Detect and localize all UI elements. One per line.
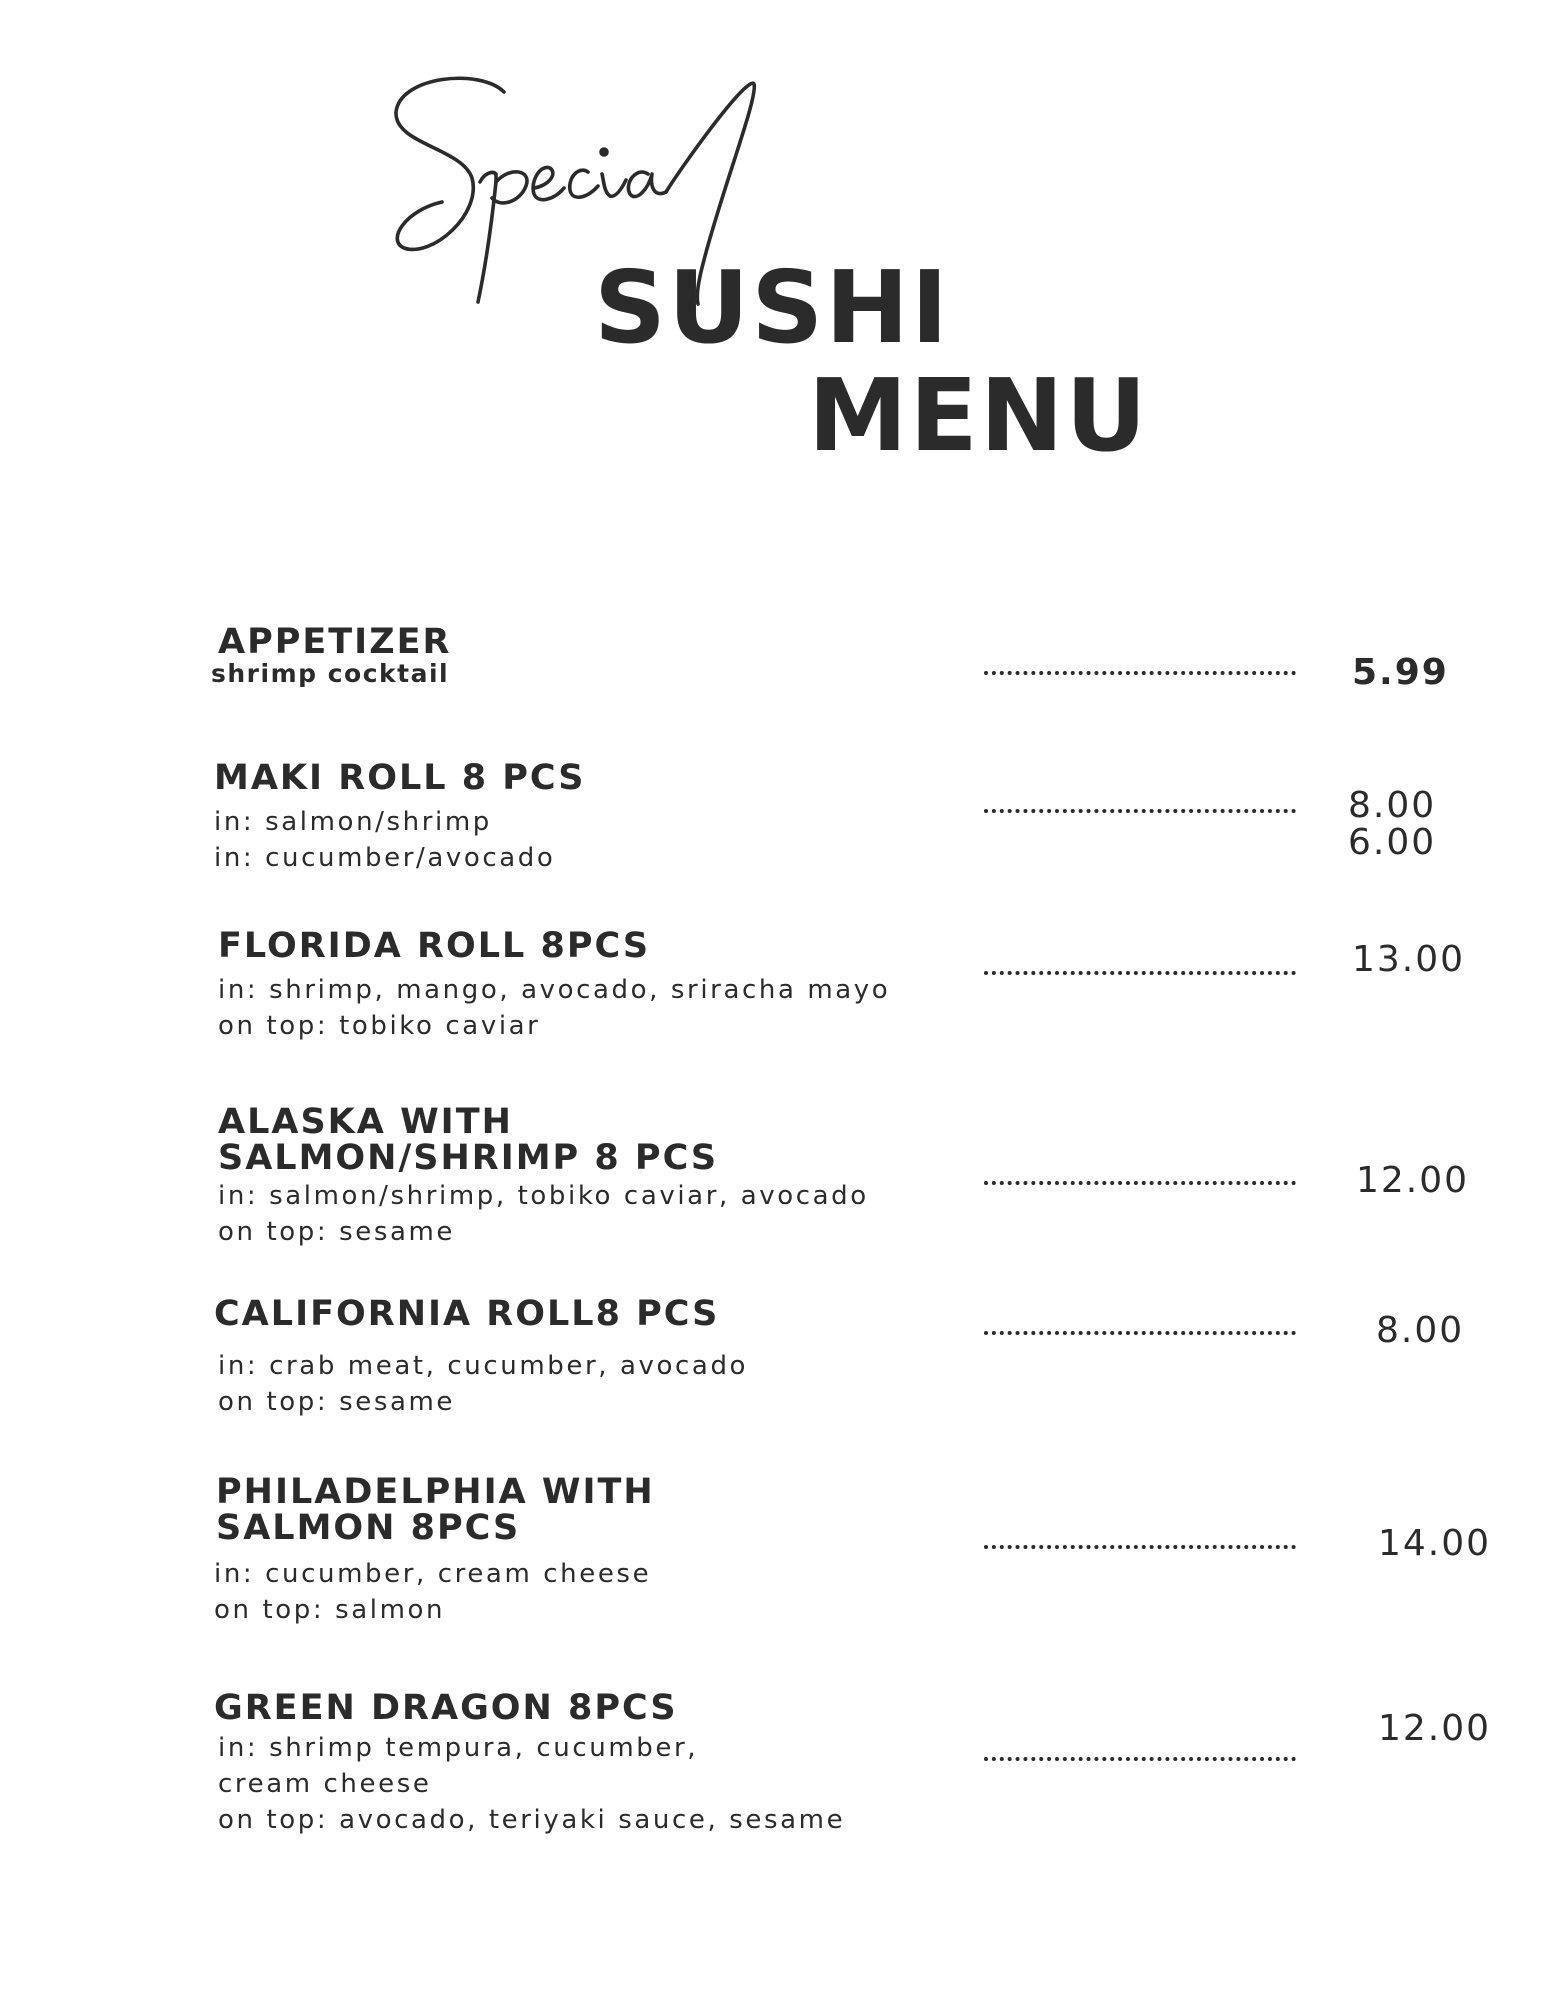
item-name: SALMON/SHRIMP 8 PCS [218, 1138, 719, 1178]
item-price: 12.00 [1356, 1160, 1470, 1201]
item-description: in: cucumber/avocado [214, 843, 556, 873]
item-description: cream cheese [218, 1769, 432, 1799]
item-description: on top: tobiko caviar [218, 1011, 541, 1041]
item-description: in: crab meat, cucumber, avocado [218, 1351, 749, 1381]
item-price: 8.00 [1376, 1310, 1465, 1351]
item-price: 14.00 [1378, 1523, 1492, 1564]
item-name: FLORIDA ROLL 8PCS [218, 926, 651, 966]
item-description: in: shrimp, mango, avocado, sriracha mayo [218, 975, 891, 1005]
leader-dots [984, 1331, 1296, 1335]
title-menu: MENU [808, 357, 1149, 474]
leader-dots [984, 1757, 1296, 1761]
item-description: on top: avocado, teriyaki sauce, sesame [218, 1805, 846, 1835]
item-price: 13.00 [1352, 939, 1466, 980]
item-price: 5.99 [1352, 652, 1449, 693]
item-description: in: cucumber, cream cheese [214, 1559, 652, 1589]
leader-dots [984, 1545, 1296, 1549]
item-name: CALIFORNIA ROLL8 PCS [214, 1294, 720, 1334]
item-description: in: shrimp tempura, cucumber, [218, 1733, 699, 1763]
item-description: shrimp cocktail [211, 659, 450, 688]
item-price: 12.00 [1378, 1708, 1492, 1749]
item-name: GREEN DRAGON 8PCS [214, 1688, 678, 1728]
item-name: MAKI ROLL 8 PCS [214, 758, 586, 798]
item-price: 8.00 [1348, 785, 1437, 826]
item-name: PHILADELPHIA WITH [216, 1472, 655, 1512]
item-name: APPETIZER [218, 622, 452, 662]
item-description: in: salmon/shrimp [214, 807, 492, 837]
leader-dots [984, 971, 1296, 975]
item-description: on top: sesame [218, 1387, 456, 1417]
leader-dots [984, 809, 1296, 813]
leader-dots [984, 1181, 1296, 1185]
item-name: ALASKA WITH [218, 1102, 513, 1142]
item-price: 6.00 [1348, 822, 1437, 863]
item-description: in: salmon/shrimp, tobiko caviar, avocado [218, 1181, 869, 1211]
leader-dots [984, 671, 1296, 675]
item-description: on top: sesame [218, 1217, 456, 1247]
title-sushi: SUSHI [594, 249, 951, 366]
item-description: on top: salmon [214, 1595, 446, 1625]
item-name: SALMON 8PCS [216, 1508, 521, 1548]
